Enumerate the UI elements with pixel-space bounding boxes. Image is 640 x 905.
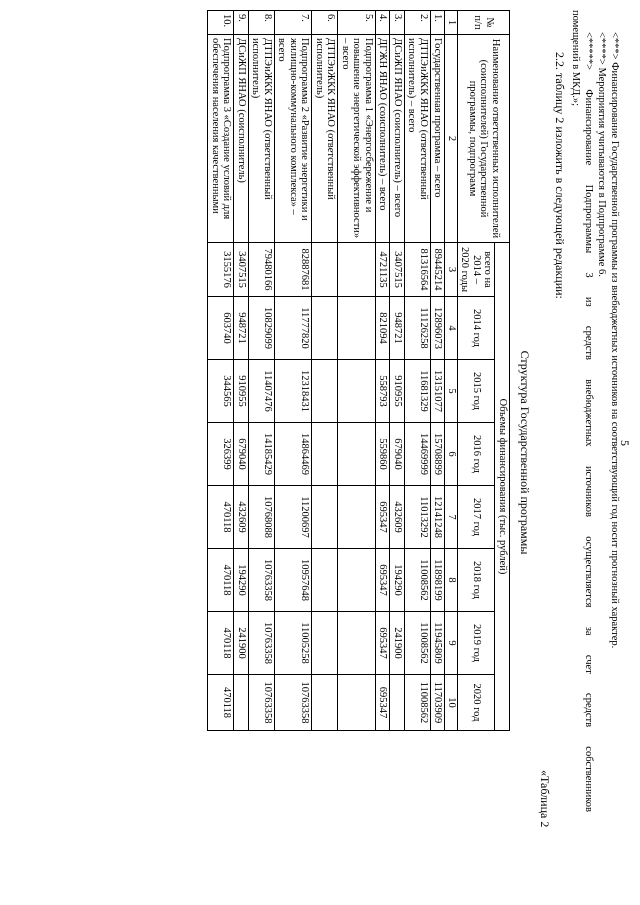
row-total-value [338,243,376,297]
row-year-value: 14864469 [275,423,313,486]
row-total-value [312,243,338,297]
row-year-value: 15708899 [431,423,446,486]
row-number: 2. [405,11,431,35]
row-year-value: 10768088 [249,486,275,549]
row-year-value: 13151077 [431,360,446,423]
row-year-value [338,612,376,675]
row-year-value [338,549,376,612]
row-year-value: 679040 [234,423,249,486]
row-name: Подпрограмма 3 «Создание условий для обеспечения населения качественными [208,35,234,243]
table-row [275,11,313,731]
row-year-value [312,675,338,731]
header-year: 2017 год [458,486,496,549]
row-total-value: 4721135 [376,243,391,297]
row-year-value: 432609 [390,486,405,549]
header-year: 2018 год [458,549,496,612]
row-year-value: 344565 [208,360,234,423]
row-year-value [338,675,376,731]
row-year-value: 12318431 [275,360,313,423]
row-number: 10. [208,11,234,35]
row-year-value [390,675,405,731]
header-year: 2014 год [458,297,496,360]
row-year-value: 11945809 [431,612,446,675]
row-year-value [338,297,376,360]
row-number: 6. [312,11,338,35]
column-index: 4 [445,297,458,360]
column-index: 2 [445,35,458,243]
row-total-value: 81316564 [405,243,431,297]
table-row [431,11,446,731]
row-name: ДТПЭиЖКК ЯНАО (ответственный исполнитель) – всего [405,35,431,243]
row-year-value: 10763358 [249,675,275,731]
row-total-value: 82887681 [275,243,313,297]
row-number: 4. [376,11,391,35]
header-total: всего на 2014 – 2020 годы [458,243,496,297]
table-row [376,11,391,731]
header-year: 2015 год [458,360,496,423]
column-index: 3 [445,243,458,297]
header-year: 2016 год [458,423,496,486]
row-year-value [338,423,376,486]
row-year-value: 11008562 [405,549,431,612]
row-year-value: 821094 [376,297,391,360]
footnote-5-continued: помещений в МКД.»; [570,10,581,107]
row-total-value: 3407515 [390,243,405,297]
row-year-value [338,486,376,549]
column-index: 7 [445,486,458,549]
column-index: 9 [445,612,458,675]
header-name: Наименование ответственных исполнителей (соисполнителей) Государственной программы, подпрограмм [458,35,510,243]
row-year-value: 470118 [208,549,234,612]
column-index: 5 [445,360,458,423]
row-year-value: 679040 [390,423,405,486]
row-year-value: 14185429 [249,423,275,486]
table-row [390,11,405,731]
row-number: 3. [390,11,405,35]
row-year-value: 695347 [376,486,391,549]
header-funding-group: Объемы финансирования (тыс. рублей) [495,243,510,731]
row-year-value: 695347 [376,549,391,612]
row-year-value [312,549,338,612]
row-total-value: 89445214 [431,243,446,297]
row-year-value: 194290 [234,549,249,612]
row-year-value: 470118 [208,486,234,549]
row-year-value: 10957648 [275,549,313,612]
row-name: ДТПЭиЖКК ЯНАО (ответственный исполнитель) [312,35,338,243]
row-year-value: 11681329 [405,360,431,423]
row-year-value: 11013292 [405,486,431,549]
row-name: Государственная программа – всего [431,35,446,243]
header-year: 2019 год [458,612,496,675]
row-name: Подпрограмма 1 «Энергосбережение и повышение энергетической эффективности» – всего [338,35,376,243]
row-year-value: 10763358 [249,612,275,675]
row-year-value: 559860 [376,423,391,486]
row-year-value: 10763358 [249,549,275,612]
row-year-value: 470118 [208,675,234,731]
row-year-value: 910955 [234,360,249,423]
table-row [234,11,249,731]
table-title: Структура Государственной программы [518,350,532,555]
row-number: 1. [431,11,446,35]
row-year-value: 11200697 [275,486,313,549]
row-year-value: 326399 [208,423,234,486]
row-name: ДТПЭиЖКК ЯНАО (ответственный исполнитель) [249,35,275,243]
column-index: 6 [445,423,458,486]
row-number: 9. [234,11,249,35]
row-year-value: 11703909 [431,675,446,731]
page-number: 5 [618,440,632,446]
row-year-value: 695347 [376,675,391,731]
table-row [338,11,376,731]
column-index: 8 [445,549,458,612]
row-year-value [338,360,376,423]
row-name: Подпрограмма 2 «Развитие энергетики и жилищно-коммунального комплекса» – всего [275,35,313,243]
header-year: 2020 год [458,675,496,731]
row-number: 5. [338,11,376,35]
row-year-value: 910955 [390,360,405,423]
amendment-instruction: 2.2. таблицу 2 изложить в следующей редакции: [553,52,567,299]
table-body [208,11,458,731]
row-name: ДСиЖП ЯНАО (соисполнитель) – всего [390,35,405,243]
row-year-value: 12141248 [431,486,446,549]
row-year-value: 194290 [390,549,405,612]
row-year-value: 241900 [234,612,249,675]
row-year-value: 603740 [208,297,234,360]
row-year-value: 11126258 [405,297,431,360]
table-row [312,11,338,731]
footnote-5: <*****> Финансирование Подпрограммы 3 из средств внебюджетных источников осуществляется за счет средств собственников [583,32,594,812]
program-structure-table [208,10,511,731]
footnote-4: <****> Мероприятия учитываются в Подпрограмме 6. [596,32,607,277]
row-year-value: 10763358 [275,675,313,731]
row-year-value: 11008562 [405,612,431,675]
row-year-value: 11008562 [405,675,431,731]
row-year-value [312,612,338,675]
row-year-value [312,360,338,423]
table-row [249,11,275,731]
row-year-value: 470118 [208,612,234,675]
row-year-value: 10829099 [249,297,275,360]
row-year-value: 11898199 [431,549,446,612]
row-year-value: 11407476 [249,360,275,423]
table-row [405,11,431,731]
table-row [208,11,234,731]
row-year-value: 11777820 [275,297,313,360]
row-year-value [312,486,338,549]
row-name: ДГЖН ЯНАО (соисполнитель) – всего [376,35,391,243]
row-number: 8. [249,11,275,35]
row-year-value [312,423,338,486]
row-total-value: 3407515 [234,243,249,297]
row-number: 7. [275,11,313,35]
row-year-value: 14469999 [405,423,431,486]
column-index: 1 [445,11,458,35]
header-num: № п/п [458,11,510,35]
column-index: 10 [445,675,458,731]
row-year-value: 11005258 [275,612,313,675]
table-label: «Таблица 2 [538,770,552,828]
row-year-value: 12896073 [431,297,446,360]
row-year-value: 695347 [376,612,391,675]
row-year-value [234,675,249,731]
row-total-value: 3155176 [208,243,234,297]
row-year-value: 948721 [234,297,249,360]
row-name: ДСиЖП ЯНАО (соисполнитель) [234,35,249,243]
row-total-value: 79480166 [249,243,275,297]
row-year-value: 948721 [390,297,405,360]
row-year-value: 432609 [234,486,249,549]
row-year-value [312,297,338,360]
footnote-3: <***> Финансирование Государственной программы из внебюджетных источников на соответствующий год носит прогнозный характер. [609,32,620,649]
row-year-value: 241900 [390,612,405,675]
column-index-row [445,11,458,731]
row-year-value: 558793 [376,360,391,423]
